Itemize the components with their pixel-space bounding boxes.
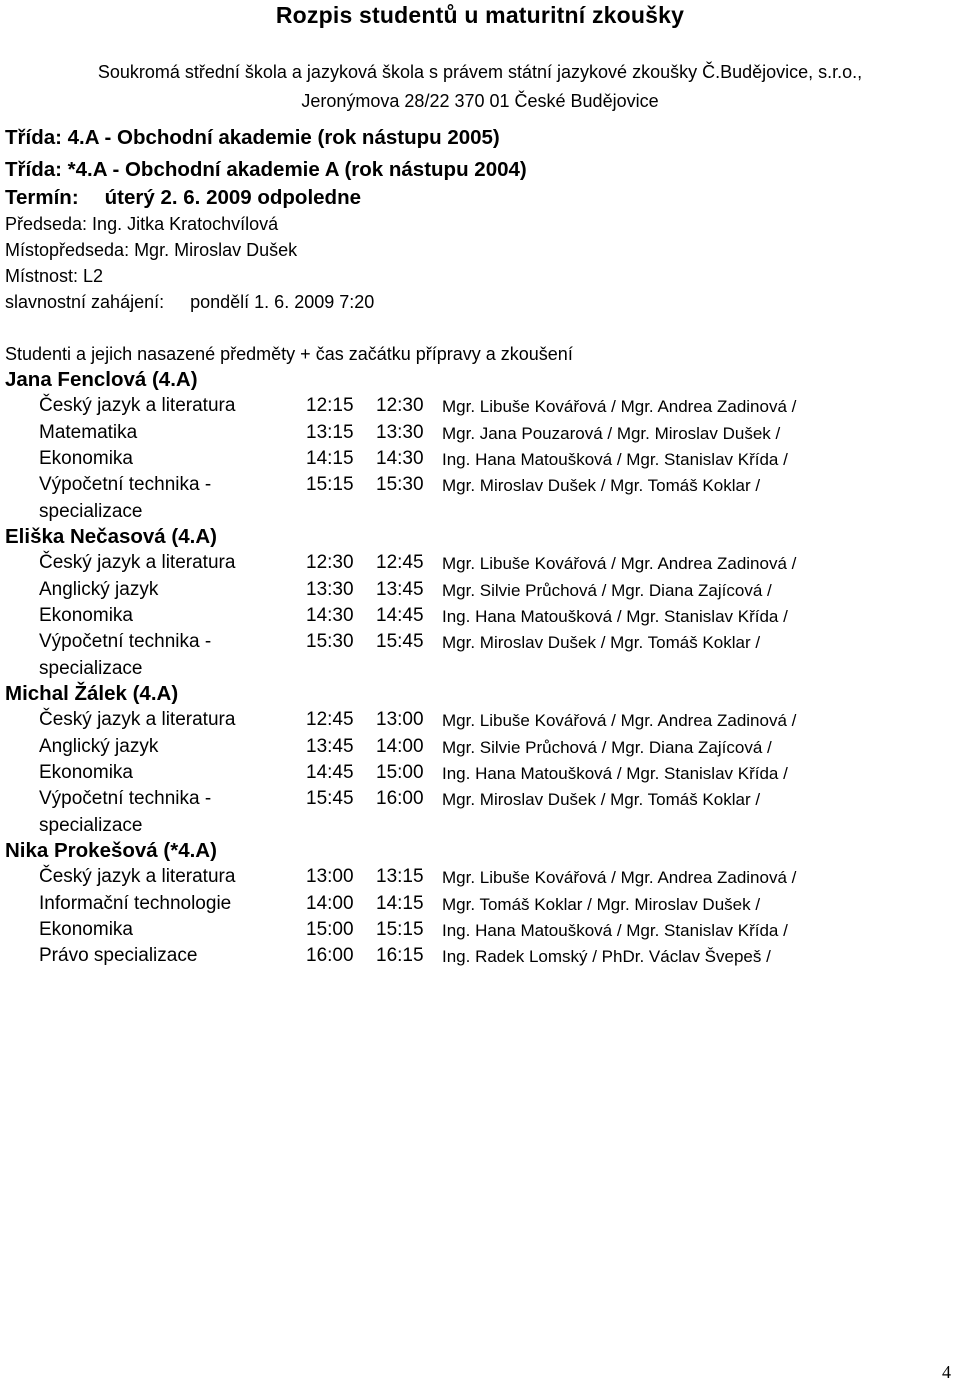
exam-time: 15:30 (376, 474, 424, 495)
examiners: Mgr. Silvie Průchová / Mgr. Diana Zajícová / (442, 738, 772, 757)
examiners: Ing. Radek Lomský / PhDr. Václav Švepeš / (442, 947, 771, 966)
examiners: Mgr. Jana Pouzarová / Mgr. Miroslav Dušek / (442, 424, 781, 443)
subject-name: Ekonomika (39, 762, 133, 783)
prep-time: 13:45 (306, 736, 354, 757)
page-number: 4 (942, 1362, 951, 1382)
class-line-1: Třída: 4.A - Obchodní akademie (rok nástupu 2005) (5, 126, 500, 149)
examiners: Ing. Hana Matoušková / Mgr. Stanislav Křída / (442, 921, 788, 940)
subject-row (0, 422, 960, 448)
subject-row (0, 893, 960, 919)
examiners: Mgr. Miroslav Dušek / Mgr. Tomáš Koklar / (442, 633, 761, 652)
examiners: Ing. Hana Matoušková / Mgr. Stanislav Křída / (442, 764, 788, 783)
room-line: Místnost: L2 (5, 266, 104, 286)
prep-time: 14:30 (306, 605, 354, 626)
exam-time: 14:30 (376, 448, 424, 469)
subject-name: Výpočetní technika - (39, 631, 212, 652)
exam-time: 14:15 (376, 893, 424, 914)
subject-name: Český jazyk a literatura (39, 866, 236, 887)
subject-row (0, 736, 960, 762)
subject-name: Právo specializace (39, 945, 198, 966)
chair-line: Předseda: Ing. Jitka Kratochvílová (5, 214, 279, 234)
subject-row (0, 945, 960, 971)
examiners: Mgr. Miroslav Dušek / Mgr. Tomáš Koklar / (442, 476, 761, 495)
school-address: Jeronýmova 28/22 370 01 České Budějovice (301, 91, 659, 111)
examiners: Mgr. Libuše Kovářová / Mgr. Andrea Zadinová / (442, 554, 797, 573)
exam-time: 13:45 (376, 579, 424, 600)
subject-row (0, 579, 960, 605)
subject-name: Výpočetní technika - (39, 788, 212, 809)
examiners: Mgr. Libuše Kovářová / Mgr. Andrea Zadinová / (442, 397, 797, 416)
section-intro: Studenti a jejich nasazené předměty + čas začátku přípravy a zkoušení (5, 344, 573, 364)
examiners: Ing. Hana Matoušková / Mgr. Stanislav Křída / (442, 450, 788, 469)
prep-time: 12:30 (306, 552, 354, 573)
subject-row (0, 709, 960, 735)
class-line-2: Třída: *4.A - Obchodní akademie A (rok nástupu 2004) (5, 158, 527, 181)
subject-name: Ekonomika (39, 605, 133, 626)
exam-time: 12:45 (376, 552, 424, 573)
exam-time: 16:00 (376, 788, 424, 809)
examiners: Mgr. Libuše Kovářová / Mgr. Andrea Zadinová / (442, 868, 797, 887)
subject-row (0, 919, 960, 945)
subject-name: Informační technologie (39, 893, 232, 914)
prep-time: 13:00 (306, 866, 354, 887)
examiners: Mgr. Tomáš Koklar / Mgr. Miroslav Dušek / (442, 895, 761, 914)
term-value: úterý 2. 6. 2009 odpoledne (104, 186, 361, 209)
subject-row (0, 474, 960, 522)
term-label: Termín: (5, 186, 79, 209)
exam-time: 13:00 (376, 709, 424, 730)
prep-time: 15:45 (306, 788, 354, 809)
subject-name: Výpočetní technika - (39, 474, 212, 495)
student-name: Jana Fenclová (4.A) (5, 368, 198, 391)
prep-time: 14:45 (306, 762, 354, 783)
examiners: Ing. Hana Matoušková / Mgr. Stanislav Křída / (442, 607, 788, 626)
subject-name-continued: specializace (39, 501, 143, 522)
vice-chair-line: Místopředseda: Mgr. Miroslav Dušek (5, 240, 298, 260)
examiners: Mgr. Silvie Průchová / Mgr. Diana Zajícová / (442, 581, 772, 600)
prep-time: 16:00 (306, 945, 354, 966)
subject-row (0, 788, 960, 836)
exam-time: 16:15 (376, 945, 424, 966)
prep-time: 15:15 (306, 474, 354, 495)
opening-label: slavnostní zahájení: (5, 292, 165, 312)
subject-name: Český jazyk a literatura (39, 395, 236, 416)
exam-time: 14:00 (376, 736, 424, 757)
opening-line (5, 292, 374, 313)
exam-time: 15:45 (376, 631, 424, 652)
prep-time: 12:15 (306, 395, 354, 416)
subject-name: Ekonomika (39, 448, 133, 469)
opening-value: pondělí 1. 6. 2009 7:20 (190, 292, 375, 312)
exam-time: 14:45 (376, 605, 424, 626)
prep-time: 14:00 (306, 893, 354, 914)
prep-time: 12:45 (306, 709, 354, 730)
subject-row (0, 762, 960, 788)
subject-name: Matematika (39, 422, 138, 443)
exam-time: 13:15 (376, 866, 424, 887)
examiners: Mgr. Libuše Kovářová / Mgr. Andrea Zadinová / (442, 711, 797, 730)
subject-name: Anglický jazyk (39, 579, 159, 600)
subject-row (0, 395, 960, 421)
subject-name: Anglický jazyk (39, 736, 159, 757)
exam-time: 15:00 (376, 762, 424, 783)
subject-name: Ekonomika (39, 919, 133, 940)
subject-row (0, 552, 960, 578)
subject-name-continued: specializace (39, 815, 143, 836)
subject-name: Český jazyk a literatura (39, 709, 236, 730)
prep-time: 15:00 (306, 919, 354, 940)
prep-time: 15:30 (306, 631, 354, 652)
student-name: Nika Prokešová (*4.A) (5, 839, 217, 862)
examiners: Mgr. Miroslav Dušek / Mgr. Tomáš Koklar / (442, 790, 761, 809)
student-name: Eliška Nečasová (4.A) (5, 525, 217, 548)
prep-time: 14:15 (306, 448, 354, 469)
student-name: Michal Žálek (4.A) (5, 682, 179, 705)
term-line (5, 186, 361, 210)
subject-name: Český jazyk a literatura (39, 552, 236, 573)
exam-time: 13:30 (376, 422, 424, 443)
school-name: Soukromá střední škola a jazyková škola s právem státní jazykové zkoušky Č.Budějovice, s.r.o., (97, 62, 863, 82)
school-info (0, 58, 960, 116)
exam-time: 12:30 (376, 395, 424, 416)
page-title: Rozpis studentů u maturitní zkoušky (275, 2, 685, 28)
subject-row (0, 448, 960, 474)
subject-name-continued: specializace (39, 658, 143, 679)
prep-time: 13:15 (306, 422, 354, 443)
subject-row (0, 866, 960, 892)
subject-row (0, 631, 960, 679)
subject-row (0, 605, 960, 631)
prep-time: 13:30 (306, 579, 354, 600)
exam-time: 15:15 (376, 919, 424, 940)
